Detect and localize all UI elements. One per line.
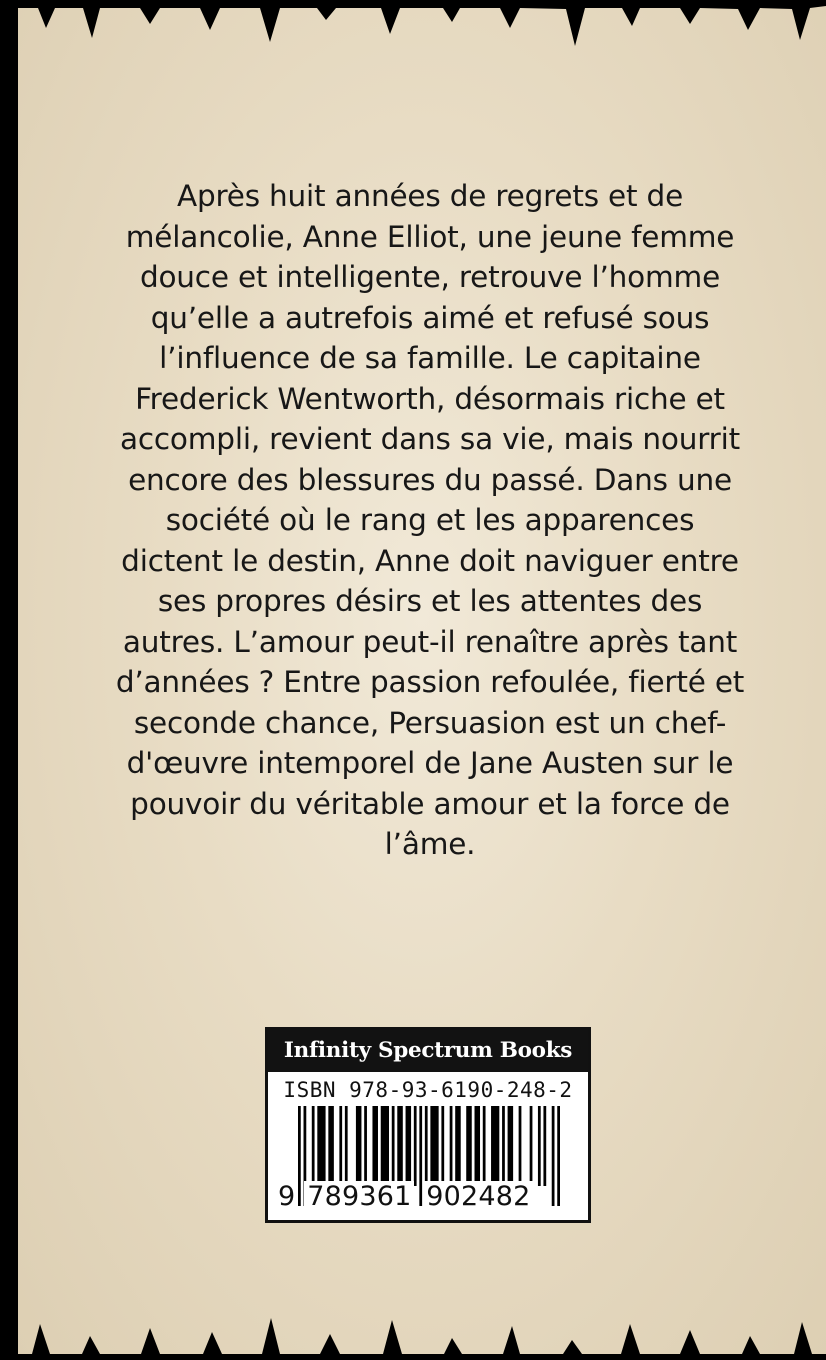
barcode-bar (502, 1106, 505, 1186)
torn-edge-top (0, 0, 826, 60)
spine-strip (0, 0, 20, 1360)
barcode-bar (406, 1106, 412, 1186)
ean-left-group: 789361 (304, 1181, 414, 1212)
barcode-bar (483, 1106, 486, 1186)
barcode-bar (530, 1106, 533, 1186)
barcode-bar (508, 1106, 514, 1186)
barcode-bar (430, 1106, 438, 1186)
barcode-bar (364, 1106, 367, 1186)
barcode-bar (538, 1106, 541, 1186)
ean-first-digit: 9 (278, 1181, 296, 1212)
barcode-bar (397, 1106, 403, 1186)
isbn-text: ISBN 978-93-6190-248-2 (283, 1078, 573, 1102)
ean-digits (278, 1180, 578, 1214)
barcode-bar (519, 1106, 522, 1186)
ean-right-group: 902482 (423, 1181, 533, 1212)
barcode-bar (345, 1106, 348, 1186)
barcode-bar (339, 1106, 342, 1186)
barcode-bar (475, 1106, 481, 1186)
barcode-bar (466, 1106, 472, 1186)
barcode-bar (328, 1106, 334, 1186)
barcode-bar (392, 1106, 395, 1186)
back-cover-blurb: Après huit années de regrets et de mélancolie, Anne Elliot, une jeune femme douce et intelligente, retrouve l’homme qu’elle a autrefois aimé et refusé sous l’influence de sa famille. Le capitaine Frederick Wentworth, désormais riche et accompli, revient dans sa vie, mais nourrit encore des blessures du passé. Dans une société où le rang et les apparences dictent le destin, Anne doit naviguer entre ses propres désirs et les attentes des autres. L’amour peut-il renaître après tant d’années ? Entre passion refoulée, fierté et seconde chance, Persuasion est un chef-d'œuvre intemporel de Jane Austen sur le pouvoir du véritable amour et la force de l’âme. (115, 179, 745, 861)
barcode-bar (543, 1106, 546, 1186)
barcode-bar (414, 1106, 417, 1186)
publisher-name: Infinity Spectrum Books (268, 1030, 588, 1072)
barcode-bar (491, 1106, 499, 1186)
barcode-bar (312, 1106, 315, 1186)
barcode-bar (455, 1106, 461, 1186)
barcode-bar (450, 1106, 453, 1186)
barcode-bar (317, 1106, 325, 1186)
barcode-bar (441, 1106, 444, 1186)
barcode-bar (381, 1106, 389, 1186)
barcode-bar (356, 1106, 362, 1186)
torn-edge-bottom (0, 1310, 826, 1360)
barcode-bar (372, 1106, 378, 1186)
isbn-barcode-block (265, 1027, 591, 1223)
